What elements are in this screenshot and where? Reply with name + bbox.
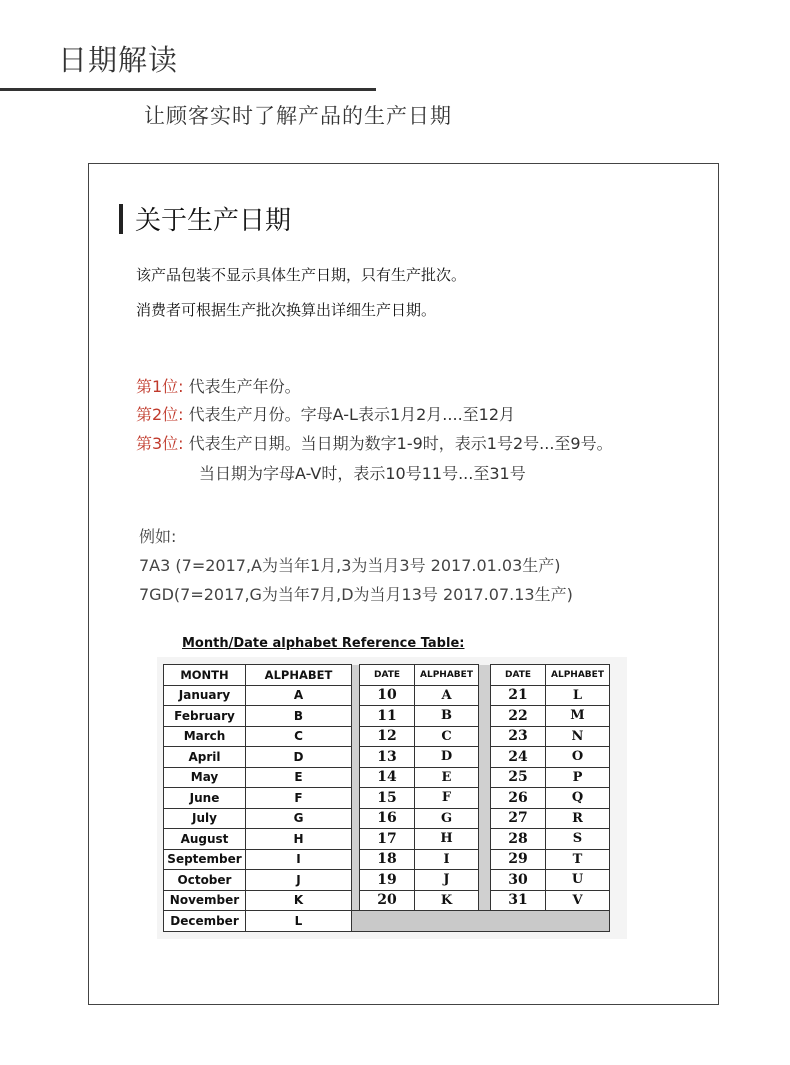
reference-table bbox=[163, 664, 610, 932]
date-number: 14 bbox=[360, 767, 415, 788]
table-row bbox=[164, 890, 610, 911]
date-code: H bbox=[415, 829, 479, 850]
example-heading: 例如: bbox=[139, 527, 177, 546]
header-alphabet: ALPHABET bbox=[246, 665, 352, 686]
table-row bbox=[164, 747, 610, 768]
rule-line-continuation: 当日期为字母A-V时，表示10号11号...至31号 bbox=[199, 464, 526, 483]
date-code: P bbox=[546, 767, 610, 788]
column-gap bbox=[352, 890, 360, 911]
column-gap bbox=[479, 890, 491, 911]
date-number: 16 bbox=[360, 808, 415, 829]
section-title: 关于生产日期 bbox=[135, 206, 292, 236]
column-gap bbox=[352, 665, 360, 686]
table-row bbox=[164, 767, 610, 788]
column-gap bbox=[352, 829, 360, 850]
date-number: 18 bbox=[360, 849, 415, 870]
table-row bbox=[164, 685, 610, 706]
rule-label: 第2位: bbox=[136, 405, 184, 424]
column-gap bbox=[479, 706, 491, 727]
date-code: J bbox=[415, 870, 479, 891]
header-date: DATE bbox=[360, 665, 415, 686]
column-gap bbox=[352, 870, 360, 891]
column-gap bbox=[479, 870, 491, 891]
column-gap bbox=[352, 706, 360, 727]
column-gap bbox=[352, 808, 360, 829]
column-gap bbox=[352, 685, 360, 706]
date-code: A bbox=[415, 685, 479, 706]
month-name: December bbox=[164, 911, 246, 932]
date-number: 28 bbox=[491, 829, 546, 850]
page-title: 日期解读 bbox=[58, 43, 179, 77]
month-code: H bbox=[246, 829, 352, 850]
table-row bbox=[164, 849, 610, 870]
month-name: September bbox=[164, 849, 246, 870]
intro-line: 消费者可根据生产批次换算出详细生产日期。 bbox=[136, 301, 437, 319]
date-code: V bbox=[546, 890, 610, 911]
column-gap bbox=[479, 849, 491, 870]
date-number: 11 bbox=[360, 706, 415, 727]
date-code: C bbox=[415, 726, 479, 747]
table-row bbox=[164, 911, 610, 932]
month-code: I bbox=[246, 849, 352, 870]
rule-label: 第1位: bbox=[136, 377, 184, 396]
content-panel bbox=[88, 163, 719, 1005]
date-code: F bbox=[415, 788, 479, 809]
column-gap bbox=[352, 747, 360, 768]
header-month: MONTH bbox=[164, 665, 246, 686]
date-number: 30 bbox=[491, 870, 546, 891]
rule-text: 代表生产月份。字母A-L表示1月2月....至12月 bbox=[183, 405, 516, 424]
date-number: 23 bbox=[491, 726, 546, 747]
date-code: K bbox=[415, 890, 479, 911]
column-gap bbox=[479, 665, 491, 686]
rule-line-3 bbox=[136, 431, 613, 454]
date-code: G bbox=[415, 808, 479, 829]
date-code: U bbox=[546, 870, 610, 891]
table-row bbox=[164, 788, 610, 809]
month-name: April bbox=[164, 747, 246, 768]
date-code: T bbox=[546, 849, 610, 870]
date-code: N bbox=[546, 726, 610, 747]
date-number: 29 bbox=[491, 849, 546, 870]
rule-line-1 bbox=[136, 374, 301, 397]
date-code: D bbox=[415, 747, 479, 768]
date-code: B bbox=[415, 706, 479, 727]
month-code: D bbox=[246, 747, 352, 768]
month-name: August bbox=[164, 829, 246, 850]
page-subtitle: 让顾客实时了解产品的生产日期 bbox=[144, 104, 452, 128]
table-header-row bbox=[164, 665, 610, 686]
column-gap bbox=[352, 767, 360, 788]
month-name: February bbox=[164, 706, 246, 727]
date-number: 17 bbox=[360, 829, 415, 850]
month-code: E bbox=[246, 767, 352, 788]
date-code: M bbox=[546, 706, 610, 727]
date-code: S bbox=[546, 829, 610, 850]
date-code: E bbox=[415, 767, 479, 788]
month-name: November bbox=[164, 890, 246, 911]
column-gap bbox=[352, 788, 360, 809]
empty-shaded-cell bbox=[352, 911, 610, 932]
table-row bbox=[164, 829, 610, 850]
month-code: C bbox=[246, 726, 352, 747]
column-gap bbox=[479, 747, 491, 768]
column-gap bbox=[352, 849, 360, 870]
date-number: 20 bbox=[360, 890, 415, 911]
rule-text: 代表生产日期。当日期为数字1-9时，表示1号2号...至9号。 bbox=[183, 434, 613, 453]
intro-line: 该产品包装不显示具体生产日期，只有生产批次。 bbox=[136, 266, 467, 284]
header-date: DATE bbox=[491, 665, 546, 686]
month-name: July bbox=[164, 808, 246, 829]
date-number: 26 bbox=[491, 788, 546, 809]
month-code: G bbox=[246, 808, 352, 829]
date-number: 27 bbox=[491, 808, 546, 829]
date-number: 12 bbox=[360, 726, 415, 747]
month-name: October bbox=[164, 870, 246, 891]
date-number: 25 bbox=[491, 767, 546, 788]
date-code: L bbox=[546, 685, 610, 706]
column-gap bbox=[479, 767, 491, 788]
section-marker bbox=[119, 204, 123, 234]
example-line: 7GD(7=2017,G为当年7月,D为当月13号 2017.07.13生产) bbox=[139, 585, 573, 604]
date-number: 24 bbox=[491, 747, 546, 768]
month-name: May bbox=[164, 767, 246, 788]
column-gap bbox=[479, 829, 491, 850]
date-number: 15 bbox=[360, 788, 415, 809]
month-name: January bbox=[164, 685, 246, 706]
date-code: R bbox=[546, 808, 610, 829]
rule-text: 代表生产年份。 bbox=[183, 377, 301, 396]
table-row bbox=[164, 726, 610, 747]
month-name: March bbox=[164, 726, 246, 747]
rule-line-2 bbox=[136, 402, 515, 425]
table-row bbox=[164, 870, 610, 891]
rule-label: 第3位: bbox=[136, 434, 184, 453]
table-row bbox=[164, 706, 610, 727]
date-number: 31 bbox=[491, 890, 546, 911]
column-gap bbox=[479, 685, 491, 706]
month-code: B bbox=[246, 706, 352, 727]
header-alphabet: ALPHABET bbox=[546, 665, 610, 686]
date-number: 19 bbox=[360, 870, 415, 891]
month-code: F bbox=[246, 788, 352, 809]
month-code: J bbox=[246, 870, 352, 891]
header-alphabet: ALPHABET bbox=[415, 665, 479, 686]
date-number: 10 bbox=[360, 685, 415, 706]
month-name: June bbox=[164, 788, 246, 809]
column-gap bbox=[479, 808, 491, 829]
month-code: A bbox=[246, 685, 352, 706]
column-gap bbox=[352, 726, 360, 747]
column-gap bbox=[479, 788, 491, 809]
month-code: L bbox=[246, 911, 352, 932]
date-number: 13 bbox=[360, 747, 415, 768]
table-row bbox=[164, 808, 610, 829]
date-code: I bbox=[415, 849, 479, 870]
date-number: 22 bbox=[491, 706, 546, 727]
title-underline bbox=[0, 88, 376, 91]
column-gap bbox=[479, 726, 491, 747]
date-code: O bbox=[546, 747, 610, 768]
reference-table-title: Month/Date alphabet Reference Table: bbox=[182, 636, 465, 651]
month-code: K bbox=[246, 890, 352, 911]
date-code: Q bbox=[546, 788, 610, 809]
date-number: 21 bbox=[491, 685, 546, 706]
example-line: 7A3 (7=2017,A为当年1月,3为当月3号 2017.01.03生产) bbox=[139, 556, 561, 575]
